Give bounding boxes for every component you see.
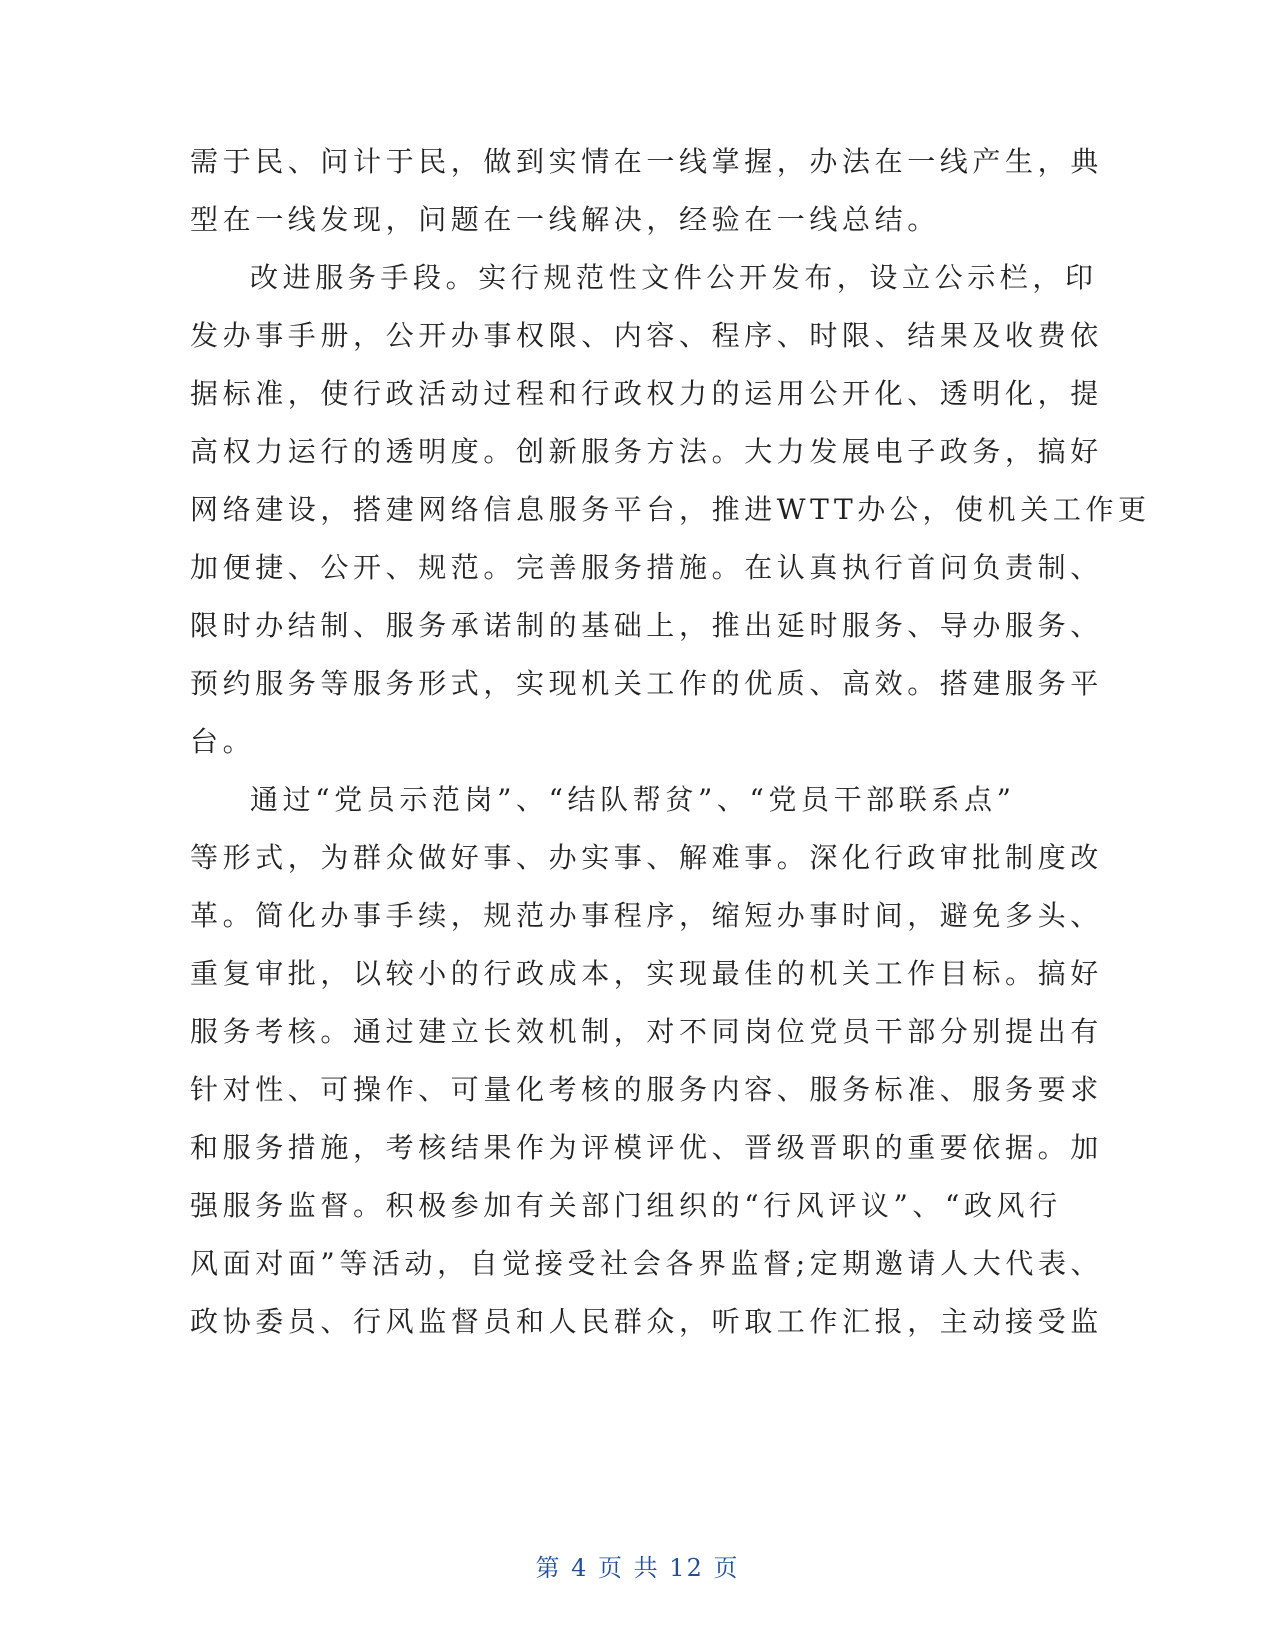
page-number-footer: 第 4 页 共 12 页 [535, 1554, 740, 1582]
text-line: 发办事手册，公开办事权限、内容、程序、时限、结果及收费依 [190, 319, 1103, 352]
text-line: 革。简化办事手续，规范办事程序，缩短办事时间，避免多头、 [190, 899, 1103, 932]
text-line: 限时办结制、服务承诺制的基础上，推出延时服务、导办服务、 [190, 609, 1103, 642]
text-line: 政协委员、行风监督员和人民群众，听取工作汇报，主动接受监 [190, 1305, 1103, 1338]
text-line: 强服务监督。积极参加有关部门组织的“行风评议”、“政风行 [190, 1189, 1062, 1222]
text-line: 加便捷、公开、规范。完善服务措施。在认真执行首问负责制、 [190, 551, 1103, 584]
text-line: 型在一线发现，问题在一线解决，经验在一线总结。 [190, 203, 940, 236]
text-line: 台。 [190, 725, 256, 758]
text-line: 网络建设，搭建网络信息服务平台，推进WTT办公，使机关工作更 [190, 493, 1151, 526]
text-line: 等形式，为群众做好事、办实事、解难事。深化行政审批制度改 [190, 841, 1103, 874]
text-line: 重复审批，以较小的行政成本，实现最佳的机关工作目标。搞好 [190, 957, 1103, 990]
text-line: 针对性、可操作、可量化考核的服务内容、服务标准、服务要求 [190, 1073, 1103, 1106]
text-line: 服务考核。通过建立长效机制，对不同岗位党员干部分别提出有 [190, 1015, 1103, 1048]
text-line: 和服务措施，考核结果作为评模评优、晋级晋职的重要依据。加 [190, 1131, 1103, 1164]
text-line: 需于民、问计于民，做到实情在一线掌握，办法在一线产生，典 [190, 145, 1103, 178]
text-line: 改进服务手段。实行规范性文件公开发布，设立公示栏，印 [250, 261, 1098, 294]
text-line: 风面对面”等活动，自觉接受社会各界监督;定期邀请人大代表、 [190, 1247, 1104, 1280]
text-line: 预约服务等服务形式，实现机关工作的优质、高效。搭建服务平 [190, 667, 1103, 700]
text-line: 高权力运行的透明度。创新服务方法。大力发展电子政务，搞好 [190, 435, 1103, 468]
text-line: 通过“党员示范岗”、“结队帮贫”、“党员干部联系点” [250, 783, 1016, 816]
text-line: 据标准，使行政活动过程和行政权力的运用公开化、透明化，提 [190, 377, 1103, 410]
